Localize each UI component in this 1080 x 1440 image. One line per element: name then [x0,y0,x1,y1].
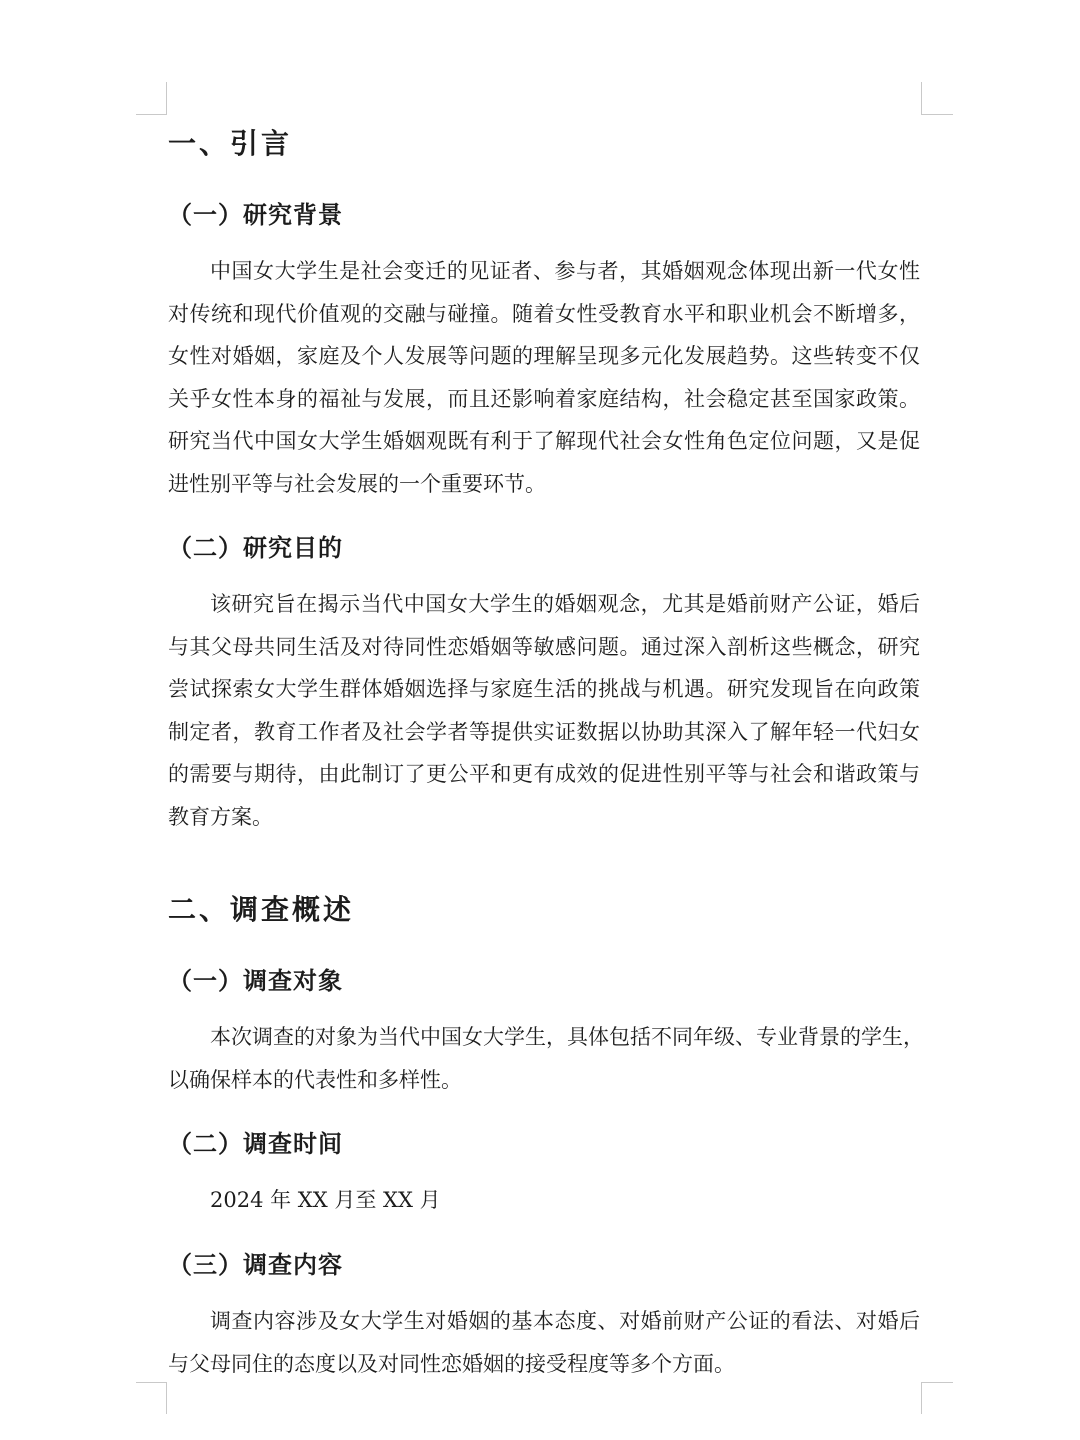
corner-mark-bottom-right-vertical [921,1382,922,1414]
subsection-heading-background: （一）研究背景 [168,200,343,229]
paragraph-background [168,250,920,505]
section-heading-survey-overview: 二、调查概述 [168,893,355,926]
corner-mark-bottom-left-vertical [166,1382,167,1414]
corner-mark-bottom-left-horizontal [136,1382,167,1383]
corner-mark-top-left-horizontal [136,114,167,115]
paragraph-line: 本次调查的对象为当代中国女大学生，具体包括不同年级、专业背景的学生， [210,1025,924,1049]
corner-mark-top-right-vertical [921,82,922,114]
paragraph-line: 关乎女性本身的福祉与发展，而且还影响着家庭结构，社会稳定甚至国家政策。 [168,386,920,411]
paragraph-line: 中国女大学生是社会变迁的见证者、参与者，其婚姻观念体现出新一代女性 [210,259,920,283]
subsection-heading-survey-time: （二）调查时间 [168,1129,343,1158]
paragraph-line: 调查内容涉及女大学生对婚姻的基本态度、对婚前财产公证的看法、对婚后 [210,1309,920,1333]
paragraph-line: 的需要与期待，由此制订了更公平和更有成效的促进性别平等与社会和谐政策与 [168,762,920,786]
paragraph-line: 研究当代中国女大学生婚姻观既有利于了解现代社会女性角色定位问题，又是促 [168,429,920,453]
paragraph-line: 该研究旨在揭示当代中国女大学生的婚姻观念，尤其是婚前财产公证，婚后 [210,592,920,616]
paragraph-line: 2024 年 XX 月至 XX 月 [210,1188,441,1212]
paragraph-survey-content [168,1300,920,1385]
paragraph-line: 与父母同住的态度以及对同性恋婚姻的接受程度等多个方面。 [168,1351,735,1376]
corner-mark-bottom-right-horizontal [921,1382,953,1383]
paragraph-line: 女性对婚姻，家庭及个人发展等问题的理解呈现多元化发展趋势。这些转变不仅 [168,344,920,368]
paragraph-line: 尝试探索女大学生群体婚姻选择与家庭生活的挑战与机遇。研究发现旨在向政策 [168,677,920,701]
subsection-heading-survey-content: （三）调查内容 [168,1250,343,1279]
paragraph-line: 制定者，教育工作者及社会学者等提供实证数据以协助其深入了解年轻一代妇女 [168,719,920,744]
subsection-heading-survey-subjects: （一）调查对象 [168,966,343,995]
corner-mark-top-left-vertical [166,82,167,114]
paragraph-line: 与其父母共同生活及对待同性恋婚姻等敏感问题。通过深入剖析这些概念，研究 [168,634,920,659]
paragraph-survey-subjects [168,1016,924,1101]
corner-mark-top-right-horizontal [921,114,953,115]
paragraph-purpose [168,583,920,838]
subsection-heading-purpose: （二）研究目的 [168,533,343,562]
paragraph-line: 进性别平等与社会发展的一个重要环节。 [168,471,546,496]
paragraph-line: 教育方案。 [168,804,273,829]
section-heading-introduction: 一、引言 [168,127,293,160]
paragraph-line: 以确保样本的代表性和多样性。 [168,1067,462,1092]
paragraph-line: 对传统和现代价值观的交融与碰撞。随着女性受教育水平和职业机会不断增多， [168,301,920,326]
paragraph-survey-time [168,1179,920,1222]
